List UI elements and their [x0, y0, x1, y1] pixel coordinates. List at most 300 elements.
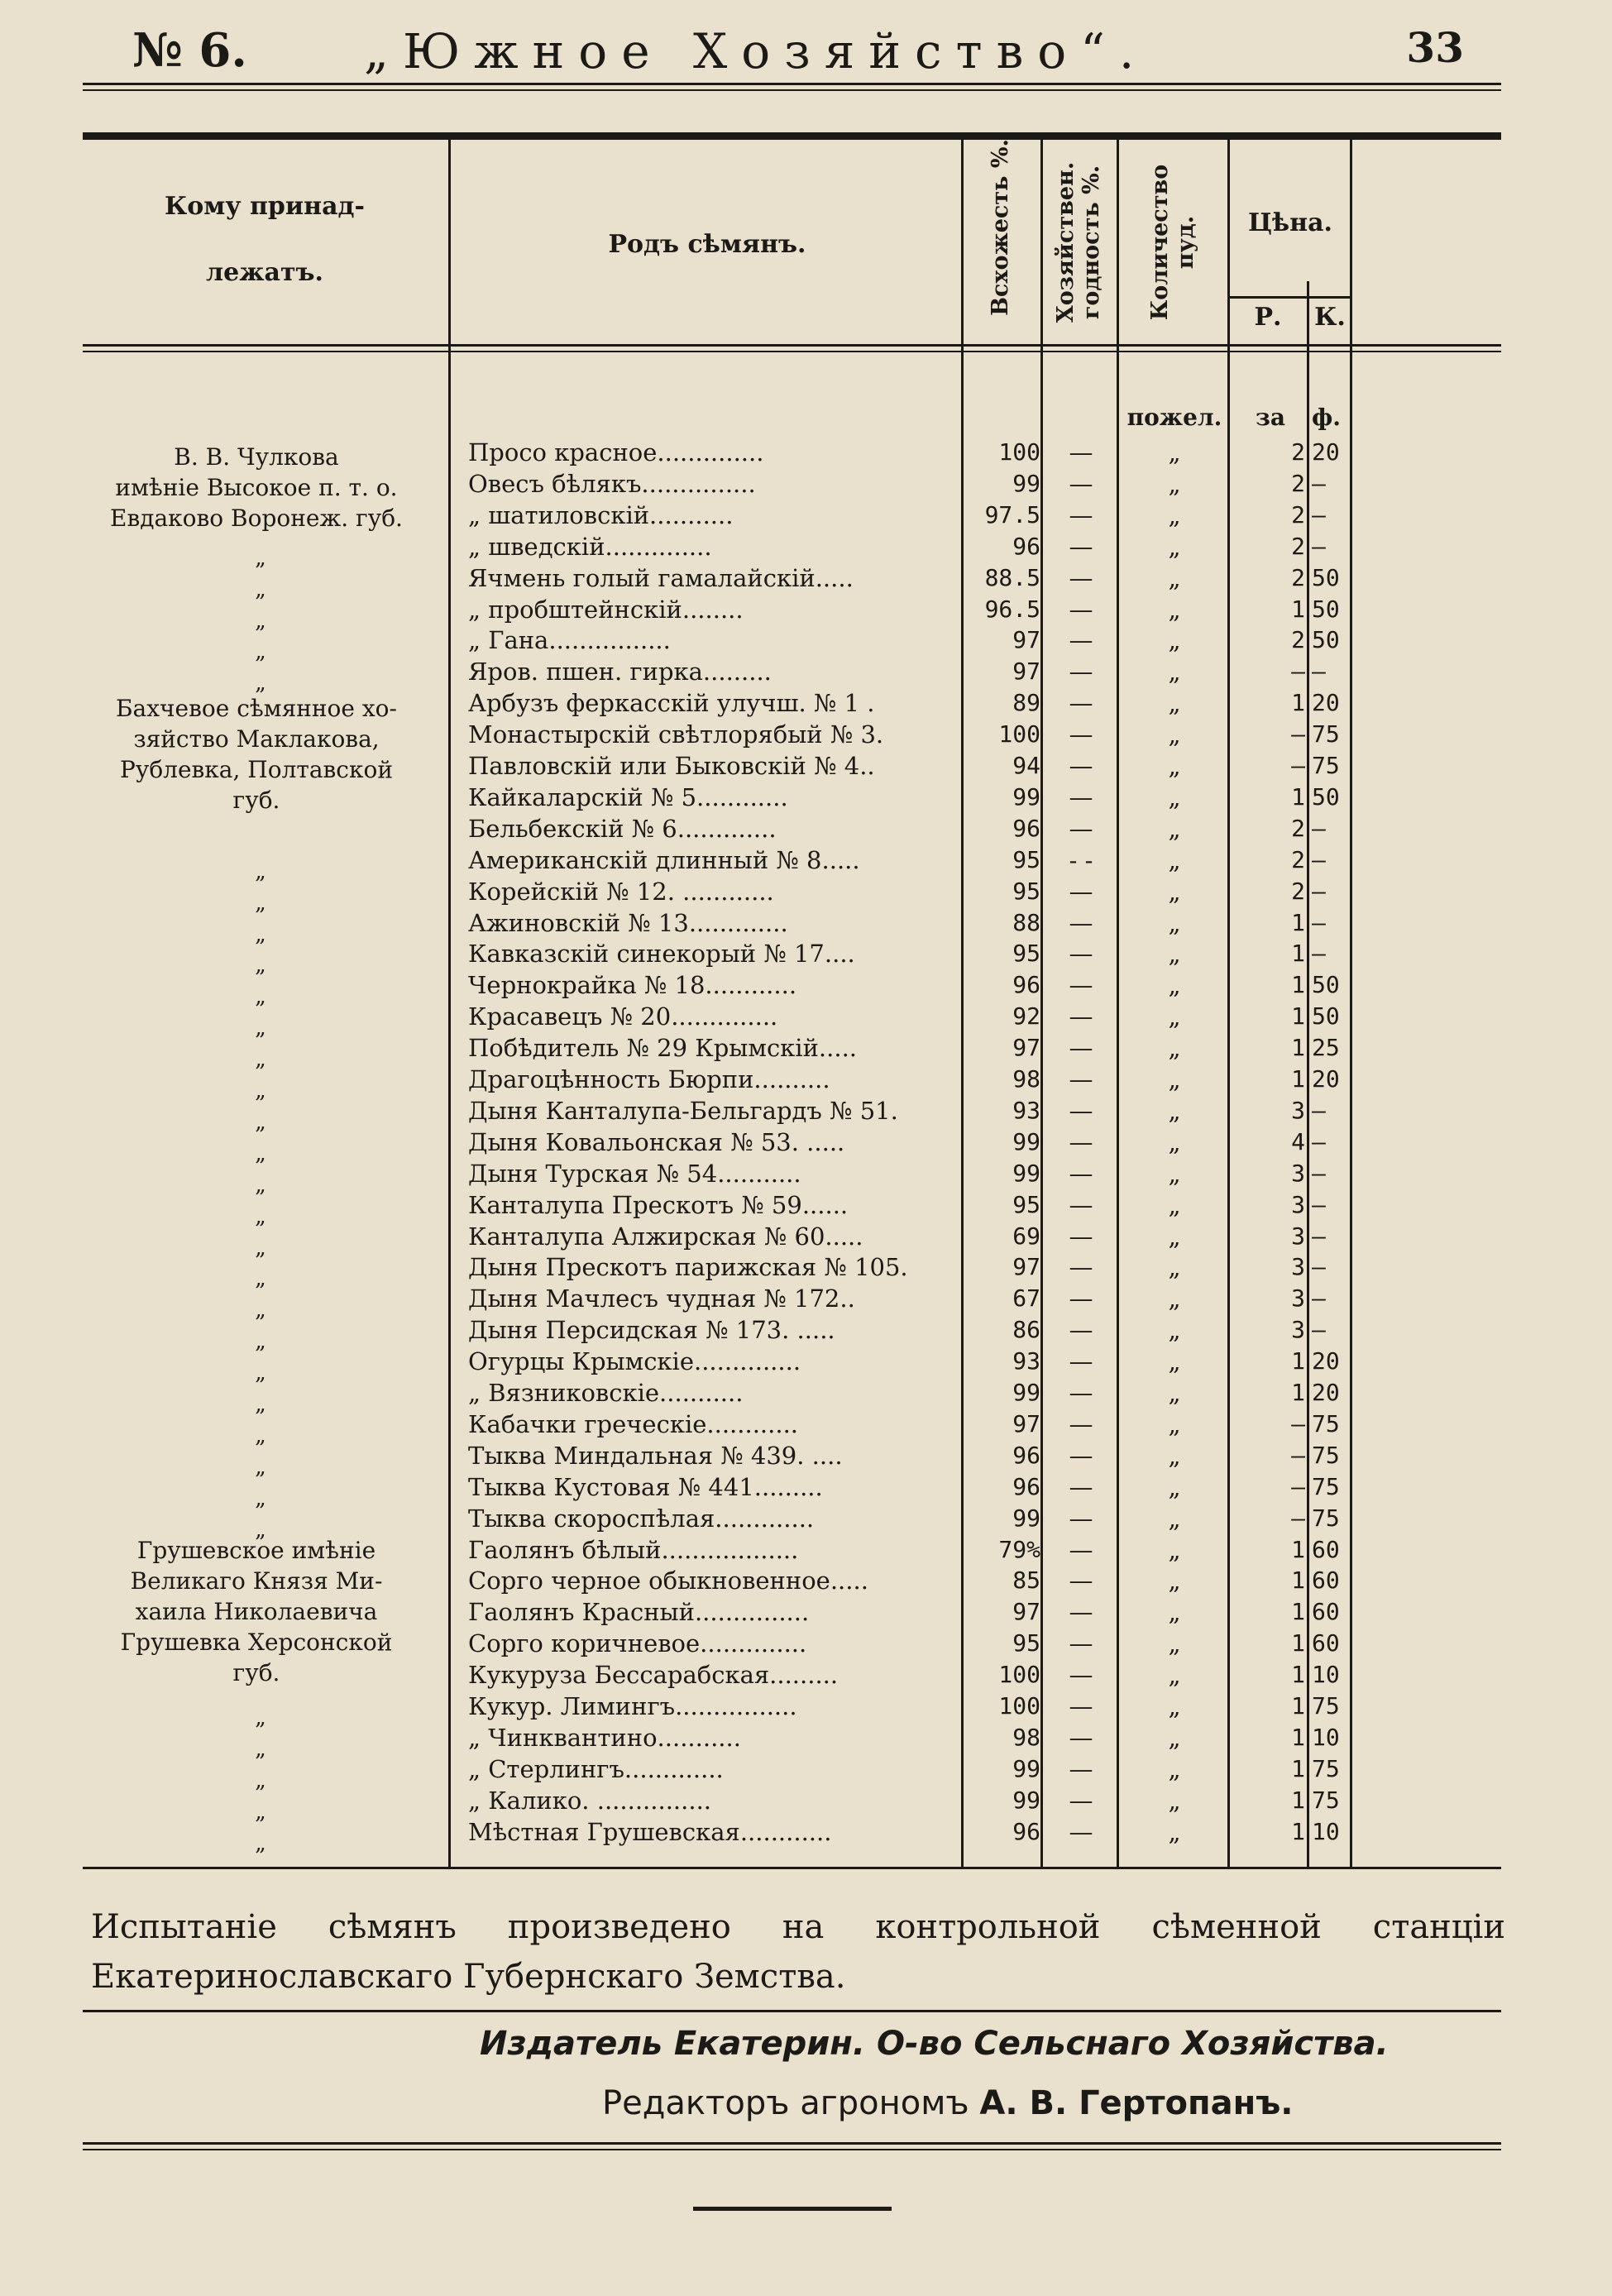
col-owner-header-line: лежатъ.: [205, 258, 324, 287]
col-economic-header-line: годность %.: [1079, 165, 1104, 320]
germination-value: 99: [1012, 1504, 1040, 1532]
economic-value: —: [1069, 1347, 1093, 1376]
publisher-line: Издатель Екатерин. О-во Сельснаго Хозяйства.: [480, 2025, 1389, 2063]
price-rub: 2: [1291, 626, 1305, 654]
price-kop: 50: [1312, 563, 1340, 591]
owner-line: В. В. Чулкова: [174, 443, 339, 471]
germination-value: 96: [1012, 1817, 1040, 1845]
table-row: [0, 1001, 1612, 1032]
price-rub: 4: [1291, 1127, 1305, 1155]
price-kop: —: [1312, 1096, 1326, 1124]
owner-ditto: „: [255, 1705, 266, 1730]
seed-name: Дыня Ковальонская № 53. .....: [468, 1127, 845, 1156]
seed-name: Ажиновскій № 13.............: [468, 908, 788, 937]
seed-name: Гаолянъ бѣлый..................: [468, 1535, 799, 1564]
table-row: [0, 437, 1612, 468]
owner-ditto: „: [255, 984, 266, 1010]
owner-ditto: „: [255, 1392, 266, 1417]
price-rub: —: [1291, 752, 1305, 779]
seed-name: „ Стерлингъ.............: [468, 1754, 724, 1783]
seed-name: Дыня Канталупа-Бельгардъ № 51.: [468, 1096, 898, 1125]
economic-value: —: [1069, 940, 1093, 969]
price-kop: 75: [1312, 1441, 1340, 1469]
seed-name: Канталупа Алжирская № 60.....: [468, 1222, 863, 1251]
owner-ditto: „: [255, 1329, 266, 1355]
page-number: 33: [1406, 23, 1464, 72]
germination-value: 99: [1012, 469, 1040, 497]
seed-name: „ шведскій..............: [468, 532, 712, 561]
quantity-value: „: [1168, 782, 1181, 811]
price-kop: 10: [1312, 1817, 1340, 1845]
price-rub: 1: [1291, 940, 1305, 968]
seed-name: Кукур. Лимингъ................: [468, 1692, 797, 1720]
table-row: [0, 1377, 1612, 1409]
germination-value: 99: [1012, 1379, 1040, 1406]
quantity-value: „: [1168, 1222, 1181, 1251]
table-row: [0, 969, 1612, 1001]
table-row: [0, 1189, 1612, 1221]
seed-name: Кукуруза Бессарабская.........: [468, 1661, 839, 1690]
col-seed-header: Родъ сѣмянъ.: [608, 230, 806, 259]
editor-line: [602, 2084, 1294, 2122]
economic-value: —: [1069, 469, 1093, 498]
price-rub: 1: [1291, 908, 1305, 936]
price-rub: 1: [1291, 971, 1305, 999]
price-rub: 1: [1291, 1347, 1305, 1375]
quantity-value: „: [1168, 469, 1181, 498]
quantity-value: „: [1168, 1723, 1181, 1752]
price-kop: —: [1312, 845, 1326, 873]
owner-line: имѣніе Высокое п. т. о.: [115, 474, 398, 501]
germination-value: 67: [1012, 1284, 1040, 1313]
end-mark: [693, 2207, 892, 2211]
germination-value: 96: [1012, 1472, 1040, 1500]
economic-value: —: [1069, 720, 1093, 749]
price-kop: 50: [1312, 971, 1340, 999]
price-kop: 20: [1312, 1347, 1340, 1375]
table-header-rule: [83, 344, 1501, 347]
economic-value: —: [1069, 1692, 1093, 1720]
table-row: [0, 500, 1612, 531]
germination-value: 95: [1012, 877, 1040, 905]
table-row: [0, 1440, 1612, 1471]
price-kop: —: [1312, 877, 1326, 905]
owner-ditto: „: [255, 1109, 266, 1135]
owner-line: Грушевка Херсонской: [120, 1629, 393, 1656]
quantity-value: „: [1168, 1567, 1181, 1595]
quantity-value: „: [1168, 940, 1181, 969]
page-header: [132, 23, 1464, 81]
seed-name: „ Гана................: [468, 626, 671, 655]
price-kop: —: [1312, 1190, 1326, 1218]
germination-value: 96: [1012, 532, 1040, 560]
owner-ditto: „: [255, 545, 266, 571]
seed-name: Тыква Кустовая № 441.........: [468, 1472, 823, 1501]
quantity-value: „: [1168, 595, 1181, 624]
economic-value: —: [1069, 1535, 1093, 1564]
quantity-value: „: [1168, 1379, 1181, 1407]
price-rub: 3: [1291, 1316, 1305, 1344]
germination-value: 100: [998, 1692, 1040, 1720]
germination-value: 88: [1012, 908, 1040, 936]
germination-value: 96: [1012, 814, 1040, 842]
germination-value: 100: [998, 438, 1040, 466]
journal-title: „Южное Хозяйство“.: [364, 23, 1149, 79]
quantity-value: „: [1168, 1347, 1181, 1376]
table-row: [0, 656, 1612, 687]
quantity-value: „: [1168, 1002, 1181, 1031]
price-rub: 1: [1291, 1002, 1305, 1031]
owner-ditto: „: [255, 1016, 266, 1041]
price-kop: —: [1312, 1284, 1326, 1313]
footnote: Испытаніе сѣмянъ произведено на контрольной сѣменной станціи Екатеринославскаго Губернскаго Земства.: [91, 1908, 1505, 1996]
economic-value: —: [1069, 782, 1093, 811]
seed-name: Канталупа Прескотъ № 59......: [468, 1190, 849, 1219]
price-kop: —: [1312, 1159, 1326, 1187]
seed-name: Драгоцѣнность Бюрпи..........: [468, 1065, 830, 1093]
economic-value: —: [1069, 1284, 1093, 1313]
seed-name: Тыква скороспѣлая.............: [468, 1504, 815, 1533]
seed-name: Корейскій № 12. ............: [468, 877, 774, 906]
economic-value: —: [1069, 1379, 1093, 1407]
price-rub: 1: [1291, 1817, 1305, 1845]
quantity-value: „: [1168, 438, 1181, 466]
table-row: [0, 1064, 1612, 1095]
unit-rub: за: [1255, 404, 1285, 431]
table-row: [0, 1722, 1612, 1753]
table-row: [0, 1471, 1612, 1503]
price-kop: —: [1312, 1316, 1326, 1344]
price-kop: —: [1312, 532, 1326, 560]
price-rub: 3: [1291, 1159, 1305, 1187]
price-rub: 3: [1291, 1284, 1305, 1313]
economic-value: —: [1069, 1723, 1093, 1752]
economic-value: —: [1069, 1222, 1093, 1251]
table-row: [0, 907, 1612, 939]
germination-value: 88.5: [984, 563, 1040, 591]
price-kop: 10: [1312, 1661, 1340, 1689]
owner-line: губ.: [232, 787, 280, 814]
seed-name: Дыня Турская № 54...........: [468, 1159, 801, 1188]
owner-line: хаила Николаевича: [135, 1598, 378, 1625]
germination-value: 99: [1012, 1754, 1040, 1782]
col-kop-header: К.: [1314, 303, 1346, 332]
seed-name: Огурцы Крымскіе..............: [468, 1347, 801, 1376]
price-kop: 60: [1312, 1567, 1340, 1595]
seed-name: Монастырскій свѣтлорябый № 3.: [468, 720, 884, 749]
germination-value: 96: [1012, 971, 1040, 999]
seed-name: Арбузъ феркасскій улучш. № 1 .: [468, 689, 875, 718]
economic-value: —: [1069, 1065, 1093, 1093]
owner-line: Бахчевое сѣмянное хо-: [115, 695, 397, 722]
price-rub: 1: [1291, 1567, 1305, 1595]
seed-name: Дыня Персидская № 173. .....: [468, 1316, 835, 1345]
seed-name: Овесъ бѣлякъ...............: [468, 469, 756, 498]
owner-line: Великаго Князя Ми-: [130, 1567, 383, 1595]
germination-value: 86: [1012, 1316, 1040, 1344]
seed-name: Красавецъ № 20..............: [468, 1002, 778, 1031]
quantity-value: „: [1168, 1253, 1181, 1282]
quantity-value: „: [1168, 1786, 1181, 1815]
unit-kop: ф.: [1312, 404, 1341, 431]
price-kop: —: [1312, 469, 1326, 497]
seed-name: „ Чинквантино...........: [468, 1723, 741, 1752]
owner-ditto: „: [255, 1203, 266, 1229]
economic-value: —: [1069, 1002, 1093, 1031]
germination-value: 79%: [998, 1535, 1040, 1563]
header-rule: [83, 83, 1501, 85]
table-row: [0, 1032, 1612, 1064]
seed-name: Ячмень голый гамалайскій.....: [468, 563, 854, 592]
quantity-value: „: [1168, 1096, 1181, 1125]
price-kop: 60: [1312, 1629, 1340, 1657]
germination-value: 98: [1012, 1723, 1040, 1751]
economic-value: - -: [1069, 845, 1093, 874]
table-row: [0, 1283, 1612, 1314]
germination-value: 95: [1012, 940, 1040, 968]
price-rub: —: [1291, 1472, 1305, 1500]
economic-value: —: [1069, 908, 1093, 937]
owner-ditto: „: [255, 859, 266, 884]
issue-number: № 6.: [132, 23, 247, 78]
germination-value: 98: [1012, 1065, 1040, 1093]
germination-value: 99: [1012, 782, 1040, 811]
germination-value: 97: [1012, 658, 1040, 686]
seed-name: Гаолянъ Красный...............: [468, 1598, 810, 1627]
table-row: [0, 1346, 1612, 1377]
price-rub: 1: [1291, 1754, 1305, 1782]
price-rub: —: [1291, 1409, 1305, 1437]
quantity-value: „: [1168, 1284, 1181, 1313]
owner-ditto: „: [255, 1454, 266, 1480]
price-kop: —: [1312, 940, 1326, 968]
germination-value: 95: [1012, 845, 1040, 873]
germination-value: 99: [1012, 1159, 1040, 1187]
owner-ditto: „: [255, 1141, 266, 1166]
quantity-value: „: [1168, 752, 1181, 780]
seed-name: Яров. пшен. гирка.........: [468, 658, 772, 686]
price-kop: —: [1312, 814, 1326, 842]
quantity-value: „: [1168, 1190, 1181, 1219]
seed-name: „ Вязниковскіе...........: [468, 1379, 744, 1407]
price-kop: 60: [1312, 1598, 1340, 1626]
quantity-value: „: [1168, 500, 1181, 529]
economic-value: —: [1069, 1754, 1093, 1783]
quantity-value: „: [1168, 1661, 1181, 1690]
quantity-value: „: [1168, 1692, 1181, 1720]
owner-ditto: „: [255, 1767, 266, 1793]
germination-value: 97: [1012, 1409, 1040, 1437]
price-rub: 3: [1291, 1253, 1305, 1281]
germination-value: 69: [1012, 1222, 1040, 1250]
economic-value: —: [1069, 595, 1093, 624]
seed-name: Кавказскій синекорый № 17....: [468, 940, 855, 969]
owner-ditto: „: [255, 1799, 266, 1825]
quantity-value: „: [1168, 1817, 1181, 1846]
col-economic-header-line: Хозяйствен.: [1053, 161, 1079, 323]
price-kop: 20: [1312, 1065, 1340, 1093]
price-sub-rule: [1227, 296, 1351, 299]
price-rub: 2: [1291, 500, 1305, 529]
economic-value: —: [1069, 1629, 1093, 1658]
table-row: [0, 1596, 1612, 1628]
quantity-value: „: [1168, 1127, 1181, 1156]
price-rub: —: [1291, 1504, 1305, 1532]
owner-ditto: „: [255, 608, 266, 634]
table-row: [0, 1221, 1612, 1252]
price-kop: 20: [1312, 438, 1340, 466]
owner-ditto: „: [255, 921, 266, 947]
table-row: [0, 876, 1612, 907]
unit-quantity: пожел.: [1126, 404, 1222, 431]
germination-value: 100: [998, 1661, 1040, 1689]
seed-name: Тыква Миндальная № 439. ....: [468, 1441, 843, 1470]
economic-value: —: [1069, 971, 1093, 1000]
price-kop: —: [1312, 1127, 1326, 1155]
owner-ditto: „: [255, 890, 266, 916]
quantity-value: „: [1168, 532, 1181, 561]
table-row: [0, 594, 1612, 625]
price-kop: 25: [1312, 1034, 1340, 1062]
owner-ditto: „: [255, 671, 266, 696]
germination-value: 93: [1012, 1096, 1040, 1124]
price-rub: 3: [1291, 1096, 1305, 1124]
price-kop: 20: [1312, 689, 1340, 717]
price-rub: 1: [1291, 782, 1305, 811]
col-price-header: Цѣна.: [1248, 208, 1332, 237]
economic-value: —: [1069, 752, 1093, 780]
table-header-rule-thin: [83, 351, 1501, 352]
price-rub: 1: [1291, 1692, 1305, 1720]
price-kop: 50: [1312, 595, 1340, 623]
price-kop: 60: [1312, 1535, 1340, 1563]
seed-name: Просо красное..............: [468, 438, 764, 466]
price-rub: 1: [1291, 1786, 1305, 1814]
price-kop: 75: [1312, 1786, 1340, 1814]
economic-value: —: [1069, 1127, 1093, 1156]
table-row: [0, 1409, 1612, 1440]
quantity-value: „: [1168, 845, 1181, 874]
price-kop: 75: [1312, 1692, 1340, 1720]
germination-value: 99: [1012, 1786, 1040, 1814]
germination-value: 99: [1012, 1127, 1040, 1155]
economic-value: —: [1069, 1096, 1093, 1125]
economic-value: —: [1069, 1409, 1093, 1438]
bottom-rule-thin: [83, 2149, 1501, 2150]
table-row: [0, 1753, 1612, 1785]
quantity-value: „: [1168, 563, 1181, 592]
owner-ditto: „: [255, 1047, 266, 1073]
price-rub: 2: [1291, 469, 1305, 497]
table-row: [0, 844, 1612, 876]
table-row: [0, 1251, 1612, 1283]
germination-value: 97.5: [984, 500, 1040, 529]
table-row: [0, 1126, 1612, 1158]
owner-ditto: „: [255, 1736, 266, 1762]
germination-value: 95: [1012, 1629, 1040, 1657]
quantity-value: „: [1168, 720, 1181, 749]
quantity-value: „: [1168, 1754, 1181, 1783]
quantity-value: „: [1168, 658, 1181, 686]
seed-name: Сорго черное обыкновенное.....: [468, 1567, 868, 1595]
germination-value: 97: [1012, 1034, 1040, 1062]
seed-name: Кабачки греческіе............: [468, 1409, 799, 1438]
table-row: [0, 1628, 1612, 1659]
quantity-value: „: [1168, 1065, 1181, 1093]
table-row: [0, 1785, 1612, 1816]
price-rub: 1: [1291, 1723, 1305, 1751]
seed-name: Побѣдитель № 29 Крымскій.....: [468, 1034, 858, 1063]
economic-value: —: [1069, 814, 1093, 843]
table-row: [0, 468, 1612, 500]
col-economic-header: [1053, 143, 1104, 342]
economic-value: —: [1069, 1817, 1093, 1846]
price-rub: 2: [1291, 845, 1305, 873]
owner-ditto: „: [255, 953, 266, 978]
table-row: [0, 782, 1612, 813]
quantity-value: „: [1168, 971, 1181, 1000]
price-rub: —: [1291, 658, 1305, 686]
price-rub: 3: [1291, 1222, 1305, 1250]
price-kop: 20: [1312, 1379, 1340, 1406]
economic-value: —: [1069, 1504, 1093, 1533]
germination-value: 95: [1012, 1190, 1040, 1218]
price-kop: —: [1312, 500, 1326, 529]
seed-name: Мѣстная Грушевская............: [468, 1817, 832, 1846]
germination-value: 89: [1012, 689, 1040, 717]
table-row: [0, 562, 1612, 594]
table-row: [0, 531, 1612, 562]
economic-value: —: [1069, 563, 1093, 592]
price-rub: 1: [1291, 1629, 1305, 1657]
economic-value: —: [1069, 1472, 1093, 1501]
quantity-value: „: [1168, 1629, 1181, 1658]
owner-line: Рублевка, Полтавской: [120, 756, 393, 783]
owner-ditto: „: [255, 1235, 266, 1260]
table-row: [0, 1095, 1612, 1126]
germination-value: 93: [1012, 1347, 1040, 1375]
price-rub: 1: [1291, 1598, 1305, 1626]
table-row: [0, 1816, 1612, 1848]
col-quantity-header: [1147, 143, 1198, 342]
price-rub: 2: [1291, 532, 1305, 560]
price-rub: —: [1291, 1441, 1305, 1469]
economic-value: —: [1069, 689, 1093, 718]
owner-ditto: „: [255, 1361, 266, 1386]
economic-value: —: [1069, 1661, 1093, 1690]
quantity-value: „: [1168, 1316, 1181, 1345]
germination-value: 94: [1012, 752, 1040, 779]
seed-name: „ Калико. ...............: [468, 1786, 712, 1815]
price-rub: 1: [1291, 1661, 1305, 1689]
owner-ditto: „: [255, 1298, 266, 1323]
price-kop: —: [1312, 908, 1326, 936]
economic-value: —: [1069, 658, 1093, 686]
price-kop: 50: [1312, 782, 1340, 811]
seed-name: Сорго коричневое..............: [468, 1629, 807, 1658]
owner-ditto: „: [255, 1172, 266, 1198]
table-row: [0, 1691, 1612, 1722]
col-quantity-header-line: Количество: [1147, 164, 1173, 321]
quantity-value: „: [1168, 814, 1181, 843]
owner-ditto: „: [255, 1079, 266, 1103]
table-row: [0, 938, 1612, 969]
seed-name: „ шатиловскій...........: [468, 500, 734, 529]
economic-value: —: [1069, 877, 1093, 906]
owner-line: Евдаково Воронеж. губ.: [110, 505, 403, 532]
table-row: [0, 750, 1612, 782]
footer-rule: [83, 2010, 1501, 2012]
